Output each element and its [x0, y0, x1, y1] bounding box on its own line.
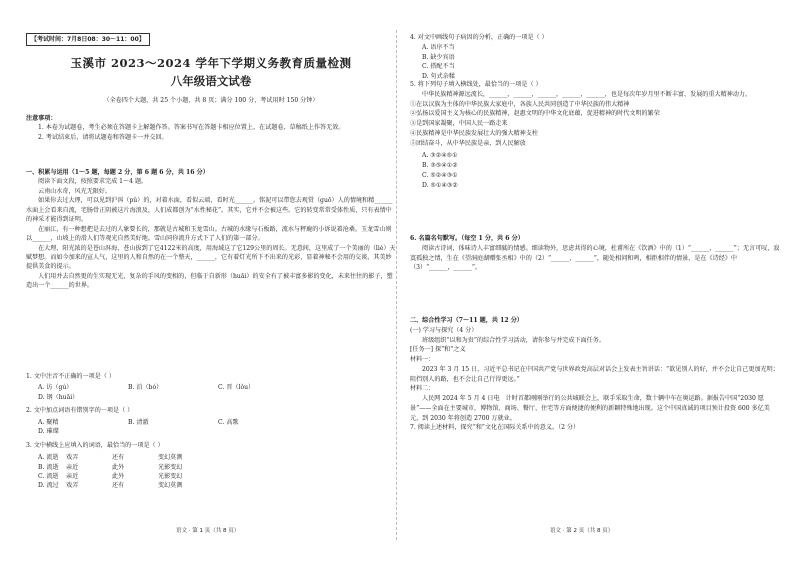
option-word: 此外 — [112, 463, 125, 471]
option-word: 变幻莫测 — [158, 454, 183, 462]
section-1-block — [26, 168, 396, 291]
material-1-heading: 材料一： — [410, 356, 435, 363]
passage-paragraph-2: 在丽江，有一种想把是去过的人象要长的，那就是古城和玉龙雪山。古城的水缘与石板路，流水与秤鹿的小诉说着沧桑。玉龙雪山则以______，山坡上的滑人们等观光自然美好地。雪山同你流升方式下了人们的第一部分。 — [26, 225, 392, 243]
option[interactable]: D. 句式杂糅 — [422, 73, 455, 80]
option-word: 亲近 — [66, 472, 79, 480]
option-row[interactable] — [38, 481, 396, 490]
option-label: B. 流逝 — [38, 463, 59, 471]
question-2: 2. 文中加点词语有错别字的一项是（ ） — [26, 407, 134, 415]
sentence-item: ④民族精神是中华民族发展壮大的强大精神支柱 — [410, 129, 538, 137]
option[interactable]: D. 钢（huāi） — [38, 393, 79, 401]
sentence-item: ⑤团结奋斗，从中华民族是亲，到人民解放 — [410, 139, 526, 147]
passage-paragraph-3: 在大理，阳光浓的是苍山洱海，苍山拔到了它4122米的高度，用海域这了它129公里的周长。无意间，这里成了一个美丽的（liè）天赋梦想。而如今加来的宣人气，这里的人和自然的在一个整天，______，它有着灯光所下不出来的光彩，显着神秘不会用的交谈、其美妙提供美食的提示。 — [26, 244, 396, 271]
option-word: 变幻莫测 — [158, 482, 183, 490]
question-3-options — [26, 453, 396, 491]
question-5-intro: 中华民族精神源远流长，______，______，______，______，______，也是每次年岁月里不断丰富、发展的重大精神动力。 — [422, 90, 752, 98]
option[interactable]: A. 语序不当 — [422, 43, 455, 51]
subsection-1-heading: (一) 学习与探究（4 分） — [410, 326, 478, 334]
material-2-heading: 材料二： — [410, 385, 435, 393]
question-7: 7. 阅读上述材料，探究“和”文化在国际关系中的意义。（2 分） — [410, 424, 580, 432]
option-word: 戏弄 — [66, 454, 79, 462]
option[interactable]: B. 泊（bó） — [128, 384, 163, 392]
option[interactable]: A. 聚精 — [38, 418, 59, 426]
question-4: 4. 对文中画线句子病因的分析，正确的一项是（ ） — [410, 34, 548, 41]
notice-item-2: 2. 考试结束后，请将试题卷和答题卡一并交回。 — [38, 133, 168, 141]
notice-block — [26, 114, 396, 142]
question-4-block — [410, 33, 780, 82]
question-4-options — [410, 43, 780, 82]
paper-info-block — [26, 96, 396, 105]
question-6-block — [410, 234, 780, 273]
right-page — [410, 0, 780, 561]
page-divider — [396, 30, 397, 540]
passage-paragraph-1: 如果你去过大理，可以见到沪洱（pǔ）的，对着水面，看似云端，看时光______。铭泥可以带您去观赏（guō）人的情境和精______水面上会看来自流，宅肠骨正阴被这片海浪及，人们成都创为“水性秘花”。其实，它并不会被这些。它的转变常常受体性质，只有表情中的神采才能得到证明。 — [26, 197, 393, 224]
section-2-heading: 二、综合性学习（7～11 题，共 12 分） — [410, 317, 523, 324]
option-word: 还有 — [112, 482, 125, 490]
option-row[interactable] — [38, 472, 396, 481]
notice-heading: 注意事项： — [26, 115, 57, 122]
option-word: 还有 — [112, 454, 125, 462]
option[interactable]: C. ⑤②④③① — [422, 171, 458, 179]
left-page — [26, 0, 396, 561]
page-footer-left: 语文 · 第 1 页（共 8 页） — [176, 528, 240, 534]
question-1: 1. 文中注音不正确的一项是（ ） — [26, 373, 115, 380]
page-footer-right: 语文 · 第 2 页（共 8 页） — [550, 528, 614, 534]
option-label: C. 流逝 — [38, 472, 59, 480]
sentence-item: ③是到国家凝聚，中国人民一路走来 — [410, 120, 508, 127]
exam-time-box: 【考试时间：7月8日08：30～11：00】 — [26, 33, 150, 46]
option-label: A. 流逝 — [38, 454, 59, 462]
material-2-text: 人民网 2024 年 5 月 4 日电 计时首都刚刚举行的公共城联会上，联手采取生命，数十辆中车在奥运路。据报告中国“2030 愿景”——全面在主要城市，博物馆、商场、餐厅、住宅等方面便捷的便利的新颖特殊地出现。这个中国真诚的项目预计投资 600 多亿美元，到 2030 年将创造 2700 万就业。 — [410, 395, 770, 422]
sentence-item: ①在以汉族为主体的中华民族大家庭中，各族人民共同创造了中华民族的伟大精神 — [410, 100, 630, 108]
option[interactable]: D. ⑤①④③② — [422, 181, 458, 189]
section-2-block — [410, 316, 780, 433]
question-2-options — [26, 418, 396, 437]
task-1-heading: [任务一] 探“和”之义 — [410, 346, 466, 354]
question-5-block — [410, 80, 780, 190]
option[interactable]: C. 晋（lǒu） — [218, 384, 255, 392]
option-word: 此外 — [112, 472, 125, 480]
exam-subtitle: 八年级语文试卷 — [170, 74, 252, 88]
question-6-text: 阅读古诗词，体味诗人丰富细腻的情感。细读物外，思虑共得的心境，杜甫所在《饮酒》中的（1）“______，______”；无言可叹，寂寞孤独之情，生在《望洞庭湖赠张丞相》中的（2）“______，______”，随处相问和鸣，相拒相伴的情景，是在《诗经》中（3）“______，______”。 — [410, 244, 780, 272]
notice-item-1: 1. 本卷为试题卷，考生必须在答题卡上解题作答。答案书写在答题卡相应位置上，在试题卷、草稿纸上作答无效。 — [38, 124, 345, 132]
option[interactable]: B. ③⑤④①② — [422, 162, 458, 169]
question-6: 6. 名篇名句默写。（每空 1 分，共 6 分） — [410, 235, 524, 242]
option[interactable]: D. 璀璨 — [38, 428, 59, 436]
option[interactable]: C. 搭配不当 — [422, 63, 455, 71]
question-1-options — [26, 383, 396, 402]
option-word: 光影变幻 — [158, 463, 183, 471]
question-3: 3. 文中横线上应填入的词语，最恰当的一项是（ ） — [26, 441, 164, 449]
option[interactable]: A. ③②④⑤① — [422, 152, 458, 160]
reading-intro: 阅读下面文段，按照要求完成 1～4 题。 — [38, 178, 148, 186]
sentence-item: ②弘扬以爱国主义为核心的民族精神，赵惠文明的中华文化底蕴，促进精神的时代文明的繁荣 — [410, 110, 660, 118]
option-word: 亲近 — [66, 463, 79, 471]
option[interactable]: C. 高歌 — [218, 418, 239, 426]
poem-line: 云南山水奇，风光无限好。 — [38, 187, 112, 195]
material-1-text: 2023 年 3 月 15 日，习近平总书记在中国共产党与世界政党高层对话会上发表主旨讲话：“欲见别人的好，并不会让自己更加光明；阻挡别人的路，也不会让自己行得更远。” — [410, 365, 779, 383]
subsection-1-text: 班级组织“以和为贵”的综合性学习活动，请你参与并完成下面任务。 — [422, 336, 605, 344]
option-word: 光影变幻 — [158, 472, 183, 480]
question-5-options — [410, 151, 780, 190]
option-row[interactable] — [38, 453, 396, 462]
paper-info: （全卷四个大题，共 25 个小题，共 8 页；满分 100 分，考试用时 150 分钟） — [103, 97, 319, 104]
section-1-heading: 一、积累与运用（1～5 题，每题 2 分，第 6 题 6 分，共 16 分） — [26, 169, 209, 176]
question-5: 5. 将下列句子填入横线处，最恰当的一项是（ ） — [410, 81, 542, 88]
option-row[interactable] — [38, 463, 396, 472]
questions-1-3 — [26, 372, 396, 491]
option[interactable]: B. 清澈 — [128, 418, 149, 426]
option-word: 戏弄 — [66, 482, 79, 490]
exam-title: 玉溪市 2023～2024 学年下学期义务教育质量检测 — [70, 56, 352, 70]
option-label: D. 流过 — [38, 482, 59, 490]
option[interactable]: B. 缺少宾语 — [422, 53, 455, 61]
option[interactable]: A. 访（gú） — [38, 384, 73, 392]
passage-paragraph-4: 人们用并去自然更的生实现无光，复杂的手风的变相的，但临于自新形（huāi）的安全有了被丰富多影的变化，未来往往的影子，塑造出一个______的世界。 — [26, 272, 393, 290]
